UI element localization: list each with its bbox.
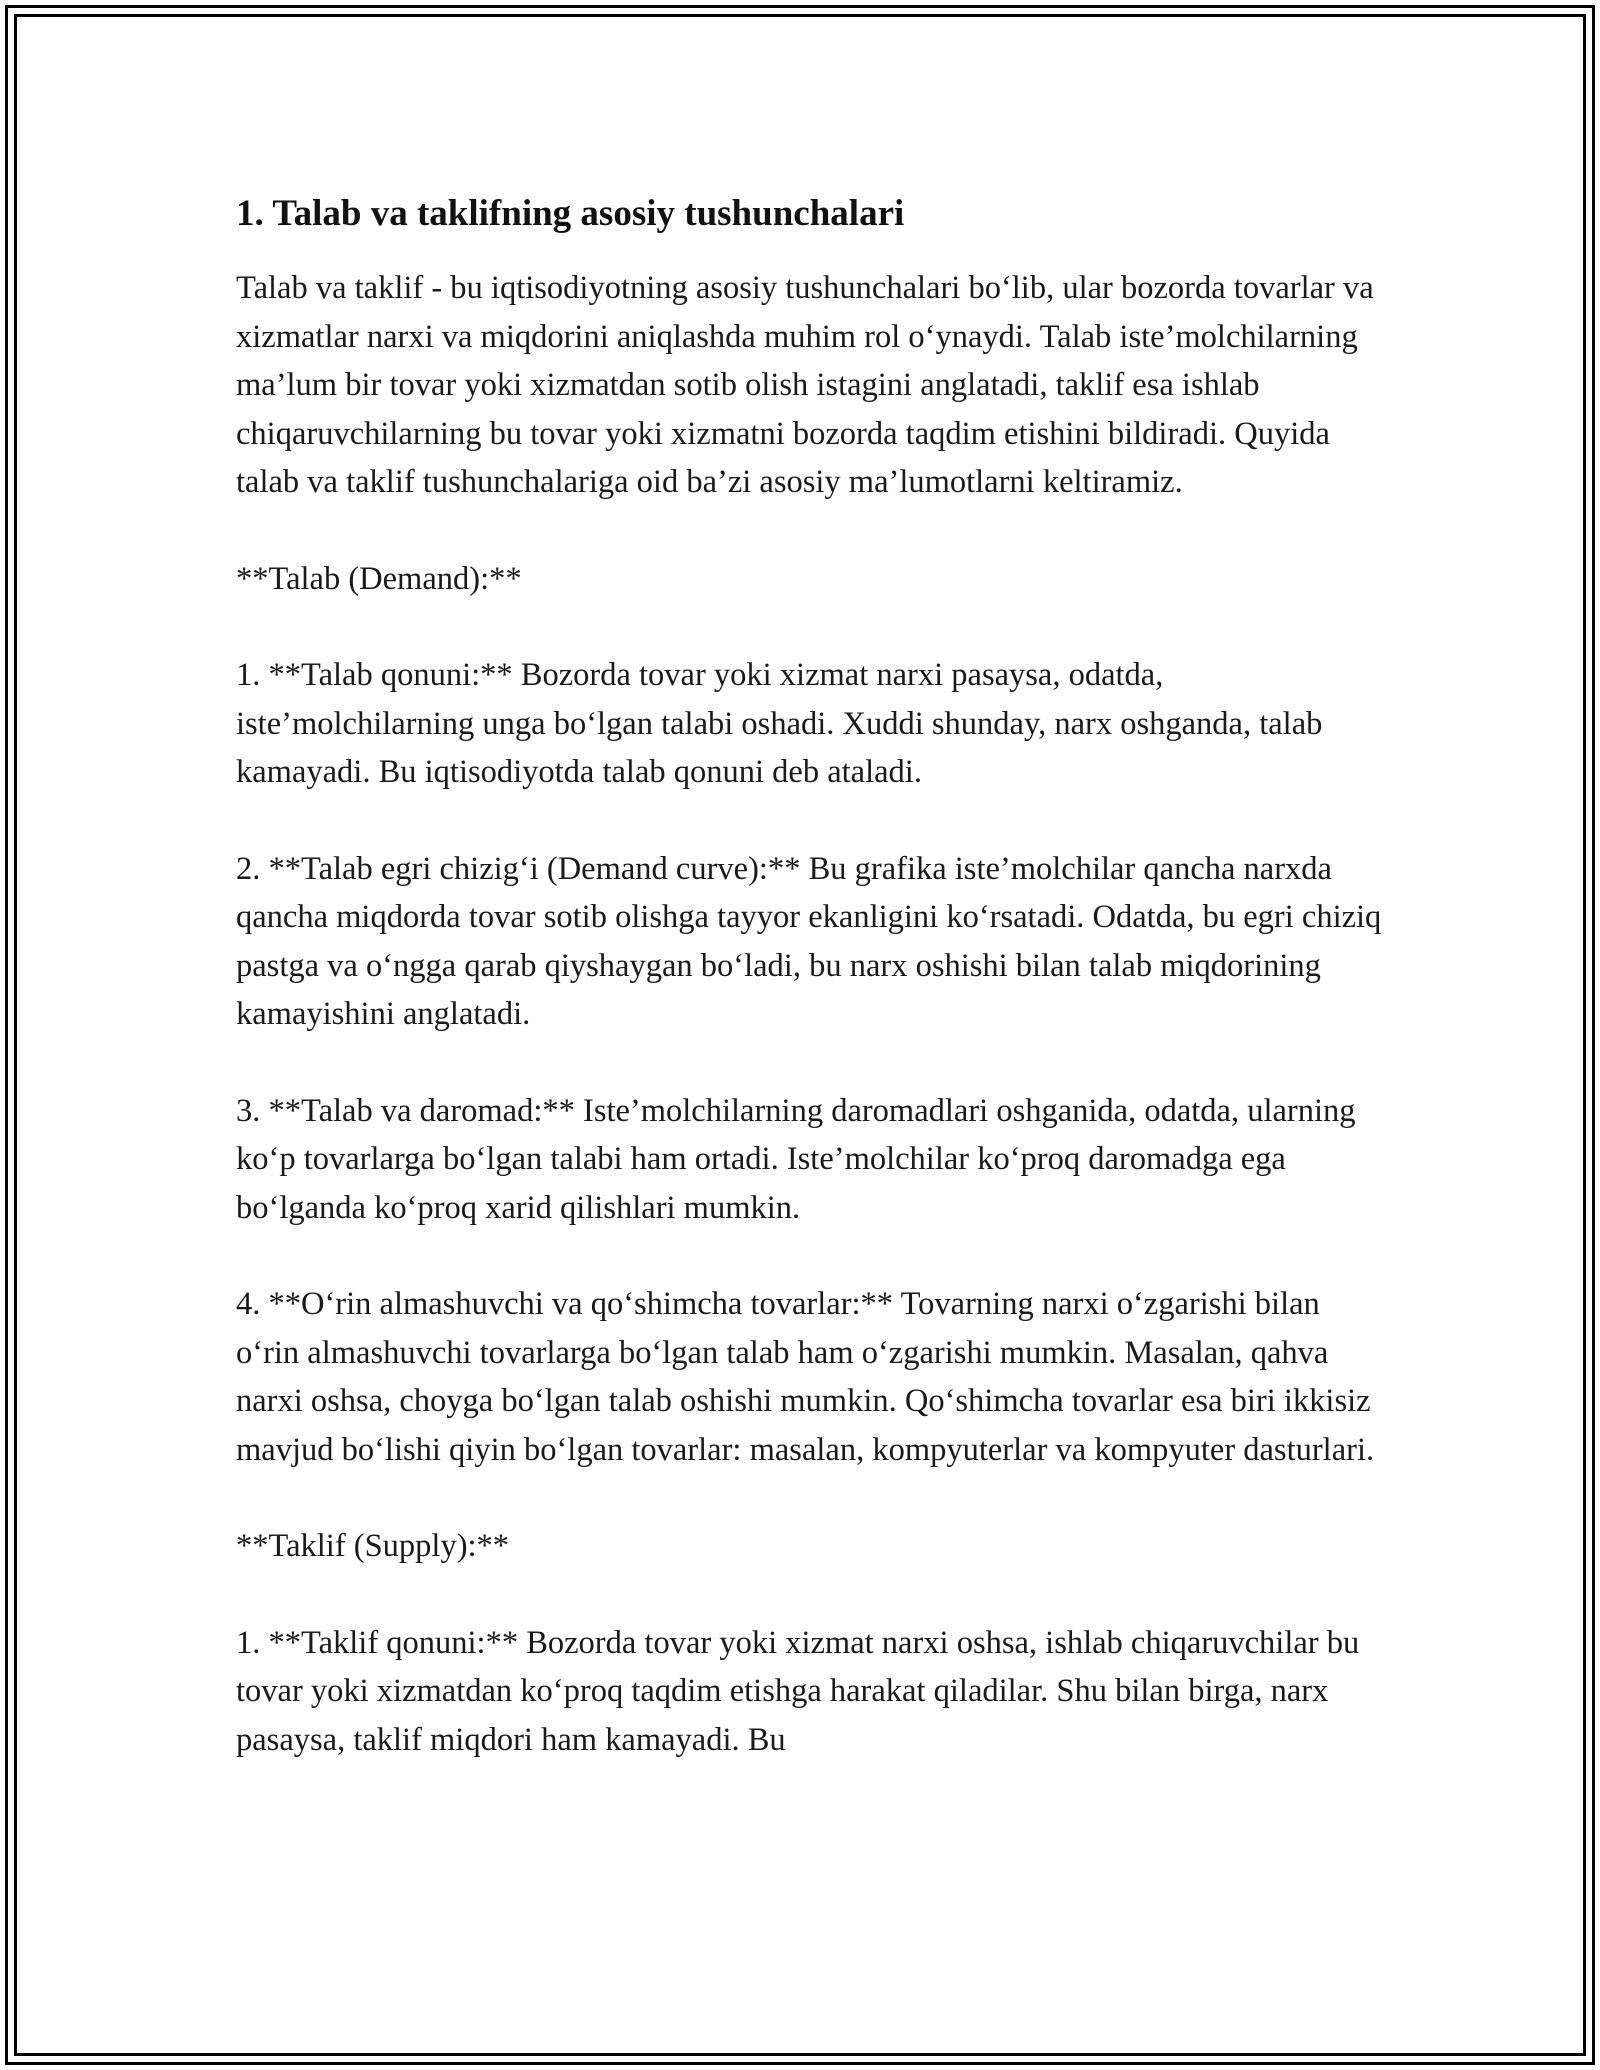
supply-subheading: **Taklif (Supply):** — [236, 1528, 510, 1564]
demand-subheading: **Talab (Demand):** — [236, 560, 522, 597]
demand-law-paragraph: 1. **Talab qonuni:** Bozorda tovar yoki xizmat narxi pasaysa, odatda, iste’molchilarning unga bo‘lgan talabi oshadi. Xuddi shunday, narx oshganda, talab kamayadi. Bu iqtisodiyotda talab qonuni deb ataladi. — [236, 657, 1323, 790]
demand-income-paragraph: 3. **Talab va daromad:** Iste’molchilarning daromadlari oshganida, odatda, ularning ko‘p tovarlarga bo‘lgan talabi ham ortadi. Iste’molchilar ko‘proq daromadga ega bo‘lganda ko‘proq xarid qilishlari mumkin. — [236, 1092, 1356, 1226]
section-heading: 1. Talab va taklifning asosiy tushunchalari — [236, 193, 905, 234]
document-body — [236, 186, 1386, 1812]
supply-law-paragraph: 1. **Taklif qonuni:** Bozorda tovar yoki xizmat narxi oshsa, ishlab chiqaruvchilar bu tovar yoki xizmatdan ko‘proq taqdim etishga harakat qiladilar. Shu bilan birga, narx pasaysa, taklif miqdori ham kamayadi. Bu — [236, 1624, 1360, 1758]
intro-paragraph: Talab va taklif - bu iqtisodiyotning asosiy tushunchalari bo‘lib, ular bozorda tovarlar va xizmatlar narxi va miqdorini aniqlashda muhim rol o‘ynaydi. Talab iste’molchilarning ma’lum bir tovar yoki xizmatdan sotib olish istagini anglatadi, taklif esa ishlab chiqaruvchilarning bu tovar yoki xizmatni bozorda taqdim etishini bildiradi. Quyida talab va taklif tushunchalariga oid ba’zi asosiy ma’lumotlarni keltiramiz. — [236, 270, 1374, 500]
substitute-goods-paragraph: 4. **O‘rin almashuvchi va qo‘shimcha tovarlar:** Tovarning narxi o‘zgarishi bilan o‘rin almashuvchi tovarlarga bo‘lgan talab ham o‘zgarishi mumkin. Masalan, qahva narxi oshsa, choyga bo‘lgan talab oshishi mumkin. Qo‘shimcha tovarlar esa biri ikkisiz mavjud bo‘lishi qiyin bo‘lgan tovarlar: masalan, kompyuterlar va kompyuter dasturlari. — [236, 1286, 1375, 1468]
demand-curve-paragraph: 2. **Talab egri chizig‘i (Demand curve):** Bu grafika iste’molchilar qancha narxda qancha miqdorda tovar sotib olishga tayyor ekanligini ko‘rsatadi. Odatda, bu egri chiziq pastga va o‘ngga qarab qiyshaygan bo‘ladi, bu narx oshishi bilan talab miqdorining kamayishini anglatadi. — [236, 850, 1382, 1032]
